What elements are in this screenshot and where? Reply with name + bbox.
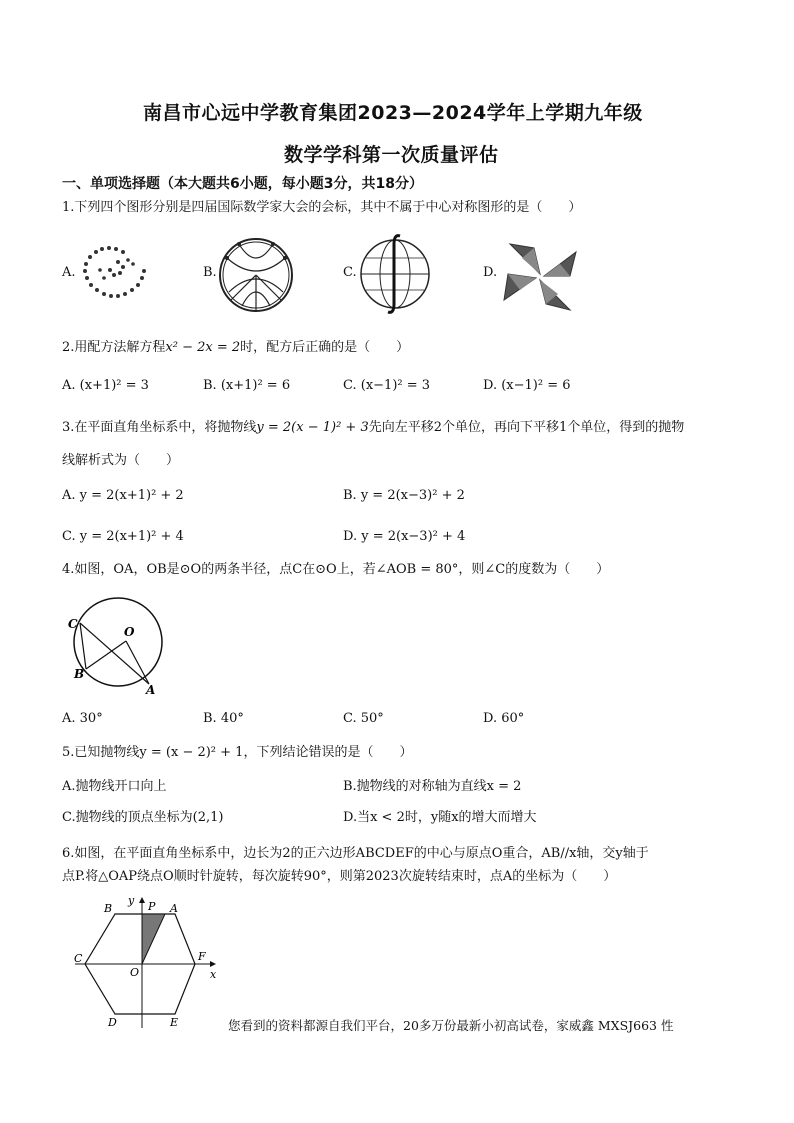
q4-option-d: D. 60° xyxy=(483,711,525,726)
q2-equation: x² − 2x = 2 xyxy=(165,340,241,355)
q6-label-e: E xyxy=(170,1016,179,1029)
q6-label-c: C xyxy=(74,952,83,965)
q3-stem-a: 3.在平面直角坐标系中，将抛物线 xyxy=(62,420,257,435)
q2-stem-b: 时，配方后正确的是（ ） xyxy=(240,340,410,355)
q1-logo-c-integral-globe xyxy=(356,232,434,316)
title-line-1: 南昌市心远中学教育集团2023—2024学年上学期九年级 xyxy=(143,102,643,124)
q4-option-c: C. 50° xyxy=(343,711,384,726)
q4-label-c: C xyxy=(68,617,78,631)
question-6-line-1: 6.如图，在平面直角坐标系中，边长为2的正六边形ABCDEF的中心与原点O重合，AB//x轴，交y轴于 xyxy=(62,846,649,861)
question-1-text: 1.下列四个图形分别是四届国际数学家大会的会标，其中不属于中心对称图形的是（ ） xyxy=(62,200,582,215)
q2-option-d: D. (x−1)² = 6 xyxy=(483,378,571,393)
q1-logo-b-circle-arcs xyxy=(217,236,295,314)
q5-option-b: B.抛物线的对称轴为直线x = 2 xyxy=(343,779,522,794)
q1-option-a-label: A. xyxy=(62,265,76,280)
q6-label-d: D xyxy=(108,1016,117,1029)
q1-option-d-label: D. xyxy=(483,265,498,280)
q3-option-a: A. y = 2(x+1)² + 2 xyxy=(62,488,184,503)
q4-label-a: A xyxy=(146,683,156,697)
q5-option-d: D.当x < 2时，y随x的增大而增大 xyxy=(343,810,537,825)
question-3-line-1 xyxy=(62,419,684,437)
q4-label-o: O xyxy=(124,625,135,639)
q2-option-c: C. (x−1)² = 3 xyxy=(343,378,431,393)
q2-stem-a: 2.用配方法解方程 xyxy=(62,340,166,355)
question-2-text xyxy=(62,339,409,357)
q2-option-b: B. (x+1)² = 6 xyxy=(203,378,291,393)
q3-stem-b: 先向左平移2个单位，再向下平移1个单位，得到的抛物 xyxy=(368,420,685,435)
q6-label-y: y xyxy=(128,894,135,907)
q4-circle-figure xyxy=(62,590,170,698)
q1-option-c-label: C. xyxy=(343,265,357,280)
q2-option-a: A. (x+1)² = 3 xyxy=(62,378,149,393)
question-6-line-2: 点P.将△OAP绕点O顺时针旋转，每次旋转90°，则第2023次旋转结束时，点A的坐标为（ ） xyxy=(62,869,617,884)
q6-label-x: x xyxy=(210,968,217,981)
q6-hexagon-figure xyxy=(70,892,230,1030)
title-line-2: 数学学科第一次质量评估 xyxy=(284,144,499,166)
section-heading: 一、单项选择题（本大题共6小题，每小题3分，共18分） xyxy=(62,176,423,192)
q6-label-a: A xyxy=(170,902,178,915)
q6-label-o: O xyxy=(130,966,140,979)
footer-promo-note: 您看到的资料都源自我们平台，20多万份最新小初高试卷，家威鑫 MXSJ663 性 xyxy=(228,1018,674,1033)
question-3-line-2: 线解析式为（ ） xyxy=(62,453,180,468)
question-4-text: 4.如图，OA，OB是⊙O的两条半径，点C在⊙O上，若∠AOB = 80°，则∠C的度数为（ ） xyxy=(62,562,610,577)
q3-option-b: B. y = 2(x−3)² + 2 xyxy=(343,488,465,503)
q3-option-c: C. y = 2(x+1)² + 4 xyxy=(62,529,184,544)
q1-logo-d-pinwheel xyxy=(500,238,580,314)
q6-label-p: P xyxy=(148,900,156,913)
question-5-text: 5.已知抛物线y = (x − 2)² + 1，下列结论错误的是（ ） xyxy=(62,745,413,760)
q3-option-d: D. y = 2(x−3)² + 4 xyxy=(343,529,466,544)
q3-equation: y = 2(x − 1)² + 3 xyxy=(256,420,369,435)
q4-label-b: B xyxy=(74,667,85,681)
q6-label-f: F xyxy=(198,950,206,963)
q5-option-a: A.抛物线开口向上 xyxy=(62,779,167,794)
q1-logo-a-dotted-spiral xyxy=(76,240,156,310)
q1-option-b-label: B. xyxy=(203,265,217,280)
q6-label-b: B xyxy=(104,902,113,915)
q4-option-b: B. 40° xyxy=(203,711,244,726)
q4-option-a: A. 30° xyxy=(62,711,103,726)
q5-option-c: C.抛物线的顶点坐标为(2,1) xyxy=(62,810,224,825)
